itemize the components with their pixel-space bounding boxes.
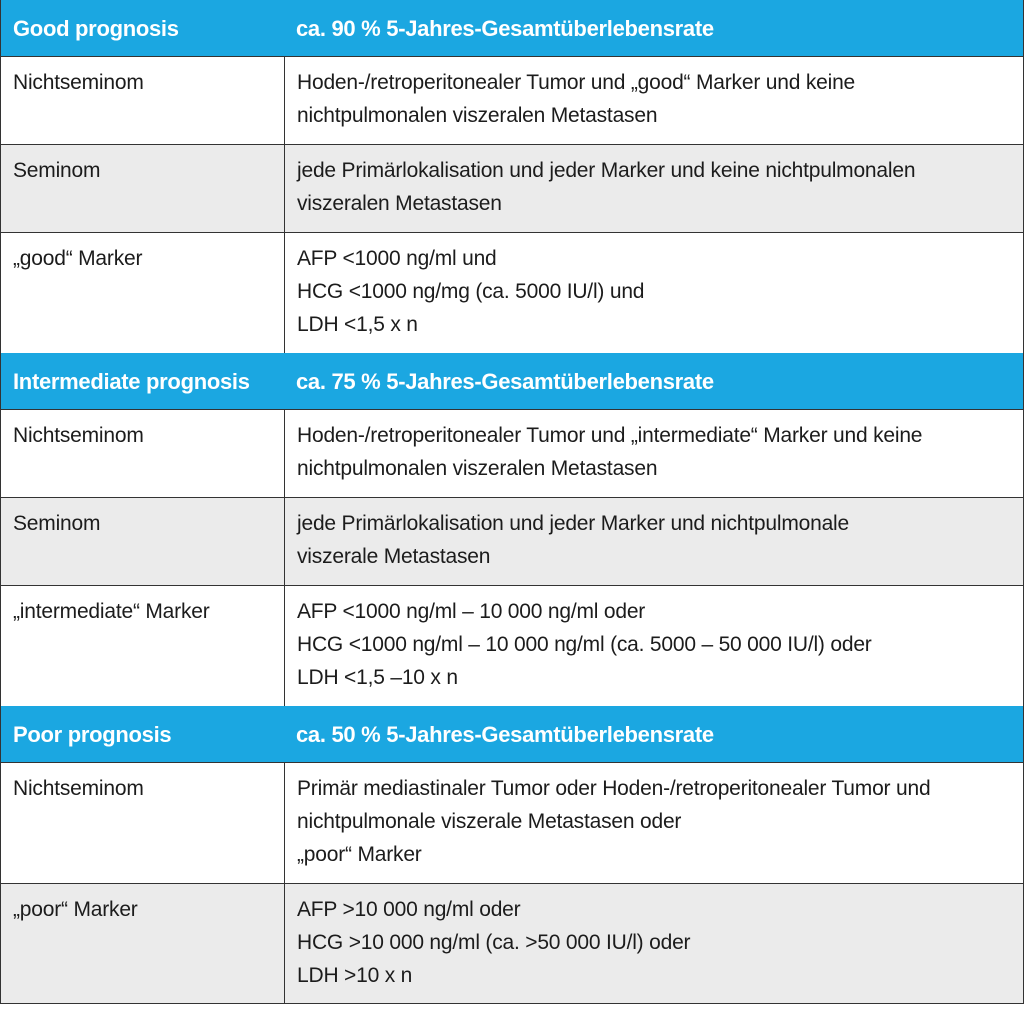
- table-row: [0, 585, 1024, 706]
- row-label: Seminom: [13, 512, 101, 535]
- criteria-line: AFP <1000 ng/ml – 10 000 ng/ml oder: [297, 600, 646, 623]
- table-row: [0, 409, 1024, 497]
- row-criteria: [284, 586, 1024, 706]
- row-criteria: [284, 57, 1024, 144]
- row-criteria: [284, 410, 1024, 497]
- criteria-line: jede Primärlokalisation und jeder Marker und keine nichtpulmonalen: [297, 159, 916, 182]
- criteria-line: AFP <1000 ng/ml und: [297, 247, 497, 270]
- criteria-line: LDH <1,5 –10 x n: [297, 666, 458, 689]
- criteria-line: AFP >10 000 ng/ml oder: [297, 898, 521, 921]
- criteria-line: HCG <1000 ng/mg (ca. 5000 IU/l) und: [297, 280, 645, 303]
- table-row: [0, 883, 1024, 1004]
- criteria-line: nichtpulmonalen viszeralen Metastasen: [297, 457, 658, 480]
- table-row: [0, 497, 1024, 585]
- section-header-row: [0, 353, 1024, 409]
- section-title: Intermediate prognosis: [13, 369, 250, 394]
- row-label: Nichtseminom: [13, 777, 144, 800]
- criteria-line: nichtpulmonalen viszeralen Metastasen: [297, 104, 658, 127]
- row-label: „intermediate“ Marker: [13, 600, 210, 623]
- criteria-line: LDH <1,5 x n: [297, 313, 418, 336]
- criteria-line: LDH >10 x n: [297, 964, 413, 987]
- table-row: [0, 232, 1024, 353]
- criteria-line: viszerale Metastasen: [297, 545, 491, 568]
- table-row: [0, 56, 1024, 144]
- row-label: Seminom: [13, 159, 101, 182]
- criteria-line: jede Primärlokalisation und jeder Marker und nichtpulmonale: [297, 512, 850, 535]
- table-row: [0, 144, 1024, 232]
- criteria-line: HCG >10 000 ng/ml (ca. >50 000 IU/l) oder: [297, 931, 691, 954]
- row-label: Nichtseminom: [13, 424, 144, 447]
- section-title: Poor prognosis: [13, 722, 172, 747]
- section-title: Good prognosis: [13, 16, 179, 41]
- criteria-line: nichtpulmonale viszerale Metastasen oder: [297, 810, 682, 833]
- section-survival-rate: ca. 75 % 5-Jahres-Gesamtüberlebensrate: [296, 369, 714, 394]
- row-criteria: [284, 233, 1024, 353]
- row-criteria: [284, 145, 1024, 232]
- section-header-row: [0, 706, 1024, 762]
- row-label: „good“ Marker: [13, 247, 143, 270]
- criteria-line: Hoden-/retroperitonealer Tumor und „intermediate“ Marker und keine: [297, 424, 923, 447]
- criteria-line: viszeralen Metastasen: [297, 192, 502, 215]
- row-label: „poor“ Marker: [13, 898, 138, 921]
- row-criteria: [284, 763, 1024, 883]
- section-survival-rate: ca. 50 % 5-Jahres-Gesamtüberlebensrate: [296, 722, 714, 747]
- table-row: [0, 762, 1024, 883]
- section-survival-rate: ca. 90 % 5-Jahres-Gesamtüberlebensrate: [296, 16, 714, 41]
- row-label: Nichtseminom: [13, 71, 144, 94]
- criteria-line: Primär mediastinaler Tumor oder Hoden-/retroperitonealer Tumor und: [297, 777, 931, 800]
- section-header-row: [0, 0, 1024, 56]
- row-criteria: [284, 498, 1024, 585]
- criteria-line: „poor“ Marker: [297, 843, 422, 866]
- criteria-line: HCG <1000 ng/ml – 10 000 ng/ml (ca. 5000 – 50 000 IU/l) oder: [297, 633, 872, 656]
- criteria-line: Hoden-/retroperitonealer Tumor und „good“ Marker und keine: [297, 71, 856, 94]
- row-criteria: [284, 884, 1024, 1004]
